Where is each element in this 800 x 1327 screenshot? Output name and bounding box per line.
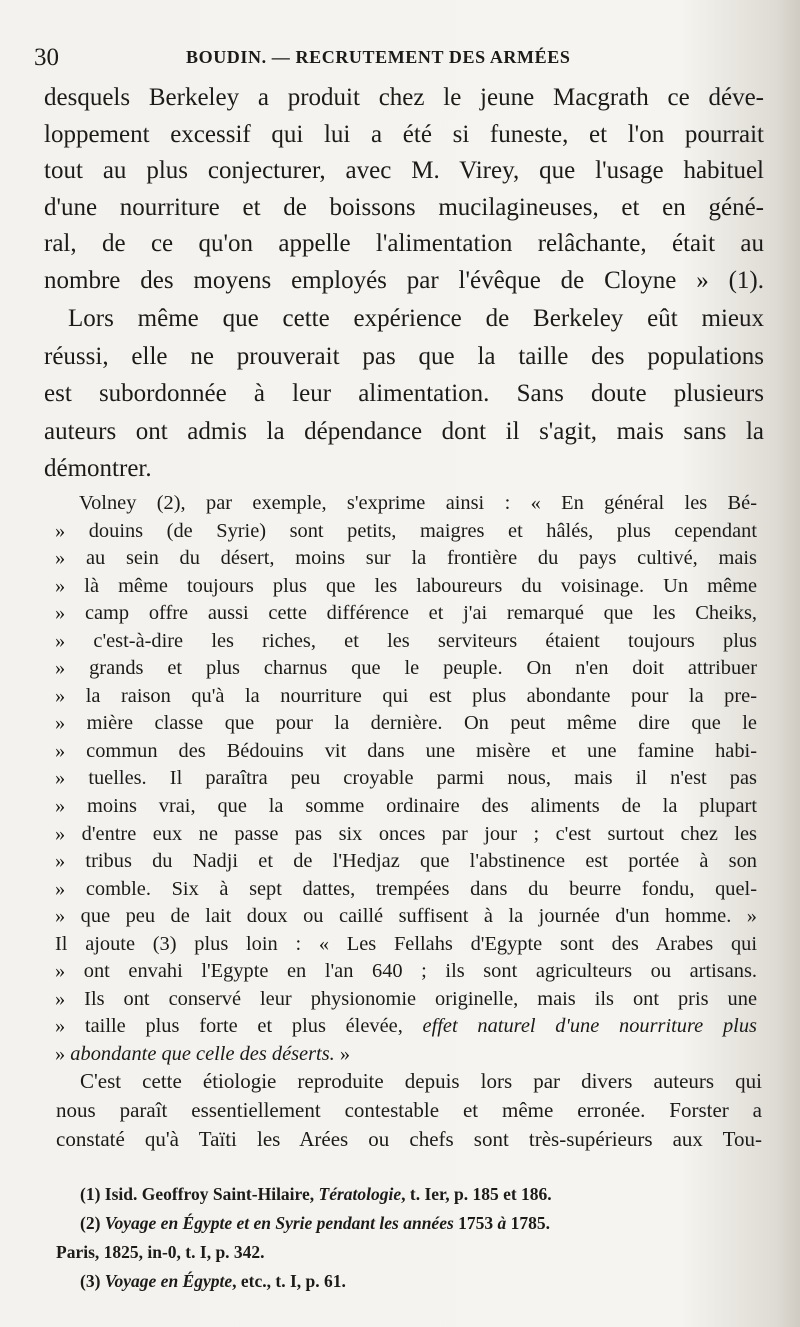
text-line: desquels Berkeley a produit chez le jeune Macgrath ce déve- xyxy=(44,84,764,111)
text-line: tout au plus conjecturer, avec M. Virey, que l'usage habituel xyxy=(44,157,764,184)
page-header xyxy=(34,40,764,76)
text-line: nous paraît essentiellement contestable et même erronée. Forster a xyxy=(56,1098,762,1122)
footnotes xyxy=(56,1180,762,1296)
text-line: C'est cette étiologie reproduite depuis lors par divers auteurs qui xyxy=(80,1069,762,1093)
quote-line: » Ils ont conservé leur physionomie originelle, mais ils ont pris une xyxy=(55,987,757,1010)
text-line: nombre des moyens employés par l'évêque de Cloyne » (1). xyxy=(44,266,764,294)
quote-line: » douins (de Syrie) sont petits, maigres et hâlés, plus cependant xyxy=(55,519,757,542)
paragraph-3 xyxy=(56,1067,762,1154)
quote-line: » la raison qu'à la nourriture qui est plus abondante pour la pre- xyxy=(55,684,757,707)
footnote-text: à xyxy=(497,1213,507,1233)
quote-line: » d'entre eux ne passe pas six onces par jour ; c'est surtout chez les xyxy=(55,822,757,845)
quote-line: Il ajoute (3) plus loin : « Les Fellahs d'Egypte sont des Arabes qui xyxy=(55,932,757,955)
quote-line xyxy=(55,1041,757,1069)
footnote-3 xyxy=(56,1267,762,1296)
text-line: d'une nourriture et de boissons mucilagineuses, et en géné- xyxy=(44,193,764,221)
volney-quote xyxy=(55,490,757,1068)
text-line: démontrer. xyxy=(44,455,152,482)
text-line: Lors même que cette expérience de Berkeley eût mieux xyxy=(68,305,764,332)
quote-line: » tuelles. Il paraîtra peu croyable parmi nous, mais il n'est pas xyxy=(55,767,757,790)
footnote-title: Voyage en Égypte xyxy=(104,1271,233,1291)
quote-line: » camp offre aussi cette différence et j'ai remarqué que les Cheiks, xyxy=(55,602,757,625)
footnote-text: (2) xyxy=(80,1213,105,1233)
footnote-text: (1) Isid. Geoffroy Saint-Hilaire, xyxy=(80,1184,319,1204)
quote-line-italic: effet naturel d'une nourriture plus xyxy=(422,1015,757,1038)
quote-line: » comble. Six à sept dattes, trempées dans du beurre fondu, quel- xyxy=(55,877,757,900)
quote-line-roman: » taille plus forte et plus élevée, xyxy=(55,1015,403,1038)
quote-line: » mière classe que pour la dernière. On peut même dire que le xyxy=(55,712,757,735)
text-line: ral, de ce qu'on appelle l'alimentation relâchante, était au xyxy=(44,230,764,257)
quote-line: » moins vrai, que la somme ordinaire des aliments de la plupart xyxy=(55,795,757,818)
footnote-1 xyxy=(56,1180,762,1209)
quote-line: » commun des Bédouins vit dans une misère et une famine habi- xyxy=(55,739,757,762)
footnote-title: Tératologie xyxy=(318,1184,402,1204)
paragraph-1 xyxy=(44,80,764,299)
quote-line: Volney (2), par exemple, s'exprime ainsi : « En général les Bé- xyxy=(79,492,757,514)
footnote-text: (3) xyxy=(80,1271,105,1291)
text-line: auteurs ont admis la dépendance dont il s'agit, mais sans la xyxy=(44,417,764,445)
footnote-text: , t. Ier, p. 185 et 186. xyxy=(401,1184,552,1204)
footnote-text: 1753 xyxy=(453,1213,498,1233)
quote-line: » que peu de lait doux ou caillé suffisent à la journée d'un homme. » xyxy=(55,905,757,928)
quote-line: » grands et plus charnus que le peuple. On n'en doit attribuer xyxy=(55,657,757,680)
page-number: 30 xyxy=(34,44,59,71)
footnote-2 xyxy=(56,1209,762,1238)
quote-mark: » xyxy=(55,1042,71,1065)
quote-line-italic: abondante que celle des déserts. xyxy=(70,1042,335,1065)
footnote-2-continued: Paris, 1825, in-0, t. I, p. 342. xyxy=(56,1242,265,1262)
text-line: constaté qu'à Taïti les Arées ou chefs sont très-supérieurs aux Tou- xyxy=(56,1127,762,1151)
quote-close: » xyxy=(334,1042,351,1065)
quote-line: » au sein du désert, moins sur la frontière du pays cultivé, mais xyxy=(55,547,757,570)
footnote-text: , etc., t. I, p. 61. xyxy=(232,1271,346,1291)
quote-line: » là même toujours plus que les laboureurs du voisinage. Un même xyxy=(55,574,757,597)
text-line: est subordonnée à leur alimentation. Sans doute plusieurs xyxy=(44,380,764,407)
footnote-text: 1785. xyxy=(506,1213,551,1233)
quote-line: » c'est-à-dire les riches, et les serviteurs étaient toujours plus xyxy=(55,629,757,652)
quote-line: » ont envahi l'Egypte en l'an 640 ; ils sont agriculteurs ou artisans. xyxy=(55,960,757,983)
text-line: loppement excessif qui lui a été si funeste, et l'on pourrait xyxy=(44,120,764,148)
text-line: réussi, elle ne prouverait pas que la taille des populations xyxy=(44,342,764,370)
footnote-title: Voyage en Égypte et en Syrie pendant les années xyxy=(104,1213,454,1233)
quote-line xyxy=(55,1013,757,1041)
quote-line: » tribus du Nadji et de l'Hedjaz que l'abstinence est portée à son xyxy=(55,850,757,873)
paragraph-2 xyxy=(44,300,764,488)
running-head: BOUDIN. — RECRUTEMENT DES ARMÉES xyxy=(186,47,571,67)
